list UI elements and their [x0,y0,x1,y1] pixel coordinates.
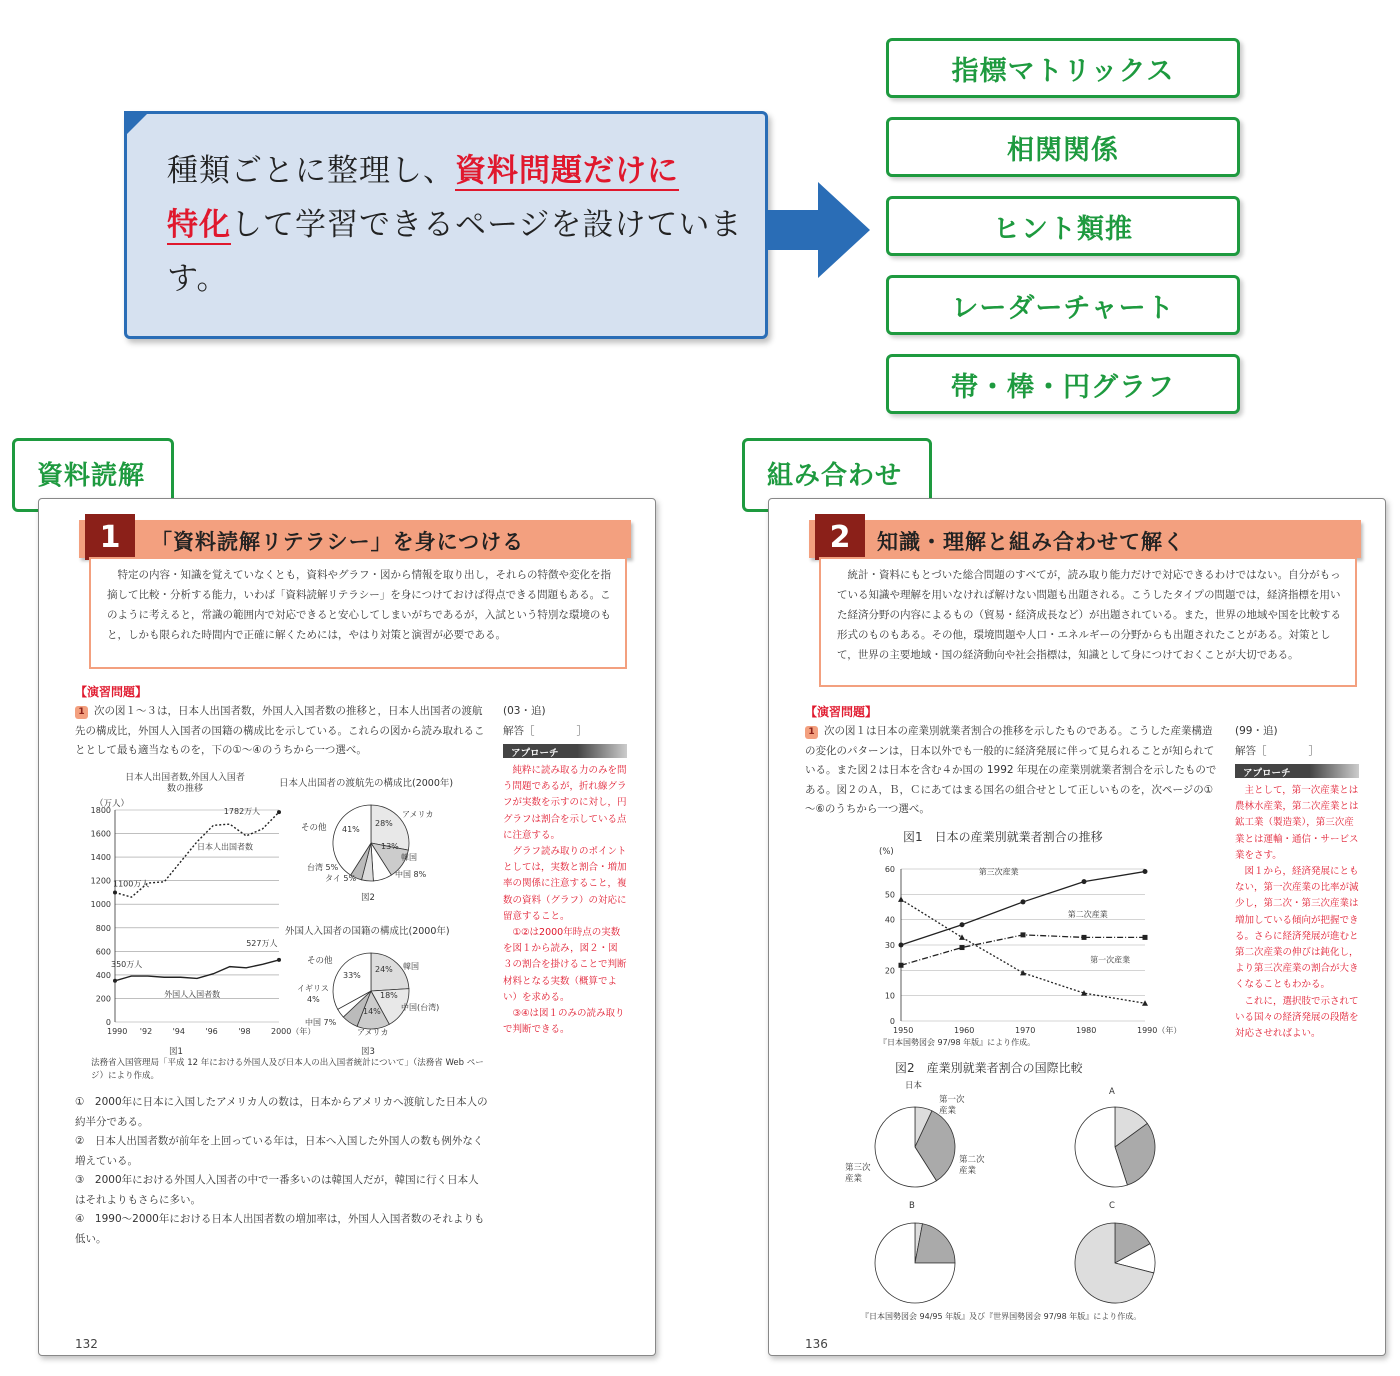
y-tick-label: 40 [884,915,895,925]
x-tick-label: 1950 [893,1026,914,1035]
approach-para: これに，選択肢で示されている国々の経済発展の段階を対応させればよい。 [1235,995,1359,1040]
y-tick-label: 400 [95,970,111,980]
fig2-label-primary: 第一次産業 [939,1095,965,1116]
y-tick-label: 200 [95,994,111,1004]
x-tick-label: 1970 [1015,1026,1036,1035]
data-point [1142,1000,1148,1006]
fig1-caption: 図1 [169,1047,183,1057]
exercise-label: 【演習問題】 [75,685,148,699]
fig2-label-tertiary: 第三次産業 [845,1163,871,1184]
data-label: 350万人 [111,959,143,969]
callout-highlight-2: 特化 [167,207,231,243]
data-point [959,934,965,940]
approach-para: 主として，第一次産業とは農林水産業，第二次産業とは鉱工業（製造業），第三次産業とは運輸・通信・サービス業をさす。 [1235,785,1359,861]
y-tick-label: 20 [884,966,895,976]
choice-item[interactable]: ④ 1990～2000年における日本人出国者数の増加率は，外国人入国者数のそれよりも低い。 [75,1213,485,1245]
callout-post: して学習できるページを設けています。 [167,207,743,297]
fig3-label: 中国 7% [305,1018,337,1027]
approach-para: グラフ読み取りのポイントとしては，実数と割合・増加率の関係に注意すること，複数の資料（グラフ）の対応に留意すること。 [503,846,627,922]
data-point [899,963,904,968]
fig2-label: 台湾 5% [307,863,339,872]
x-tick-label: '94 [172,1027,185,1036]
section-tag-kumiawase[interactable]: 組み合わせ [742,438,932,512]
fig2-label: 28% [375,819,393,828]
choice-item[interactable]: ① 2000年に日本に入国したアメリカ人の数は，日本からアメリカへ渡航した日本人の約半分である。 [75,1096,488,1128]
data-point [1020,970,1026,976]
fig2-label-a: A [1109,1087,1115,1097]
data-point [1143,869,1148,874]
fig2-label: 13% [381,842,399,851]
fig2-label: アメリカ [402,810,434,819]
fig3-label: 24% [375,965,393,974]
page-number: 136 [805,1337,828,1351]
series-label: 外国人入国者数 [164,989,221,999]
heading-number: 1 [85,514,135,560]
fig1-unit: （万人） [95,799,130,809]
y-tick-label: 1000 [90,900,111,910]
fig1-line-chart [865,855,1182,1039]
answer-box[interactable]: 解答［ ］ [1235,745,1319,757]
question-text [805,722,1219,820]
callout-box [124,111,768,339]
fig3-label: 中国(台湾) [401,1003,440,1012]
data-point [898,896,904,902]
intro-box: 統計・資料にもとづいた総合問題のすべてが，読み取り能力だけで対応できるわけではない。自分がもっている知識や理解を用いなければ解けない問題も出題される。こうしたタイプの問題では，経済指標を用いた経済分野の内容によるもの（貿易・経済成長など）が出題されている。また，世界の地域や国を比較する形式のものもある。その他，環境問題や人口・エネルギーの分野からも出題されたことがある。対策として，世界の主要地域・国の経済動向や社会指標は，知識として身につけておくことが大切である。 [819,557,1357,687]
approach-para: 純粋に読み取る力のみを問う問題であるが，折れ線グラフが実数を示すのに対し，円グラフは割合を示している点に注意する。 [503,765,627,841]
fig-source: 法務省入国管理局「平成 12 年における外国人及び日本人の出入国者統計について」（法務省 Web ページ）により作成。 [91,1058,484,1081]
y-tick-label: 600 [95,947,111,957]
series-label: 日本人出国者数 [197,842,253,852]
fig3-label: イギリス [297,984,329,993]
fig3-label: 33% [343,971,361,980]
x-tick-label: 1990 [107,1027,128,1036]
fig3-title: 外国人入国者の国籍の構成比(2000年) [285,926,450,937]
fig1-title: 図1 日本の産業別就業者割合の推移 [903,830,1103,844]
fig2-title: 図2 産業別就業者割合の国際比較 [895,1061,1083,1075]
right-page [768,498,1386,1356]
data-point [277,810,281,814]
fig3-label: 18% [380,991,398,1000]
fig2-label-b: B [909,1201,915,1211]
fig2-label: その他 [301,823,327,833]
pie-slice [915,1224,955,1263]
series-line [901,899,1145,1003]
y-tick-label: 1200 [90,876,111,886]
y-tick-label: 1600 [90,829,111,839]
approach-para: 図１から，経済発展にともない，第一次産業の比率が減少し，第二次・第三次産業は増加している傾向が把握できる。さらに経済発展が進むと第二次産業の伸びは鈍化し，より第三次産業の割合が大きくなることもわかる。 [1235,866,1359,991]
fig2-label: タイ 5% [325,874,357,883]
fig3-label: 韓国 [403,962,419,971]
intro-box: 特定の内容・知識を覚えていなくとも，資料やグラフ・図から情報を取り出し，それらの特徴や変化を指摘して比較・分析する能力，いわば「資料読解リテラシー」を身につけておけば得点できる問題もある。このように考えると，常識の範囲内で対応できると安心してしまいがちであるが，入試という特別な環境のもと，しかも限られた時間内で正確に解くためには，やはり対策と演習が必要である。 [89,557,627,669]
y-tick-label: 50 [884,890,895,900]
data-point [113,890,117,894]
data-point [960,945,965,950]
arrow-right-icon [766,180,876,280]
question-body: 次の図１は日本の産業別就業者割合の推移を示したものである。こうした産業構造の変化のパターンは，日本以外でも一般的に経済発展に伴って見られることが知られている。また図２は日本を含む４か国の 1992 年現在の産業別就業者割合を示したものである。図２のＡ，Ｂ，Ｃにあてはまる国名の組合せとして正しいものを，次ページの①～⑥のうちから一つ選べ。 [805,725,1217,815]
x-tick-label: '98 [238,1027,251,1036]
choices-list [75,1093,489,1249]
tag-hint-analogy[interactable]: ヒント類推 [886,196,1240,256]
fig3-label: その他 [307,956,333,966]
fig1-title: 日本人出国者数,外国人入国者数の推移 [125,773,245,794]
x-tick-label: 1980 [1076,1026,1097,1035]
approach-para: ③④は図１のみの読み取りで判断できる。 [503,1008,625,1036]
data-label: 1782万人 [223,807,261,817]
fig2-source: 『日本国勢図会 94/95 年版』及び『世界国勢図会 97/98 年版』により作成。 [861,1312,1142,1321]
fig2-label-japan: 日本 [905,1081,923,1091]
x-tick-label: '92 [139,1027,153,1036]
approach-column [1235,783,1359,1042]
y-tick-label: 1800 [90,806,111,815]
y-tick-label: 10 [884,991,895,1001]
approach-para: ①②は2000年時点の実数を図１から読み，図２・図３の割合を掛けることで判断材料となる実数（概算でよい）を求める。 [503,927,627,1003]
approach-header: アプローチ [503,744,627,758]
data-point [960,922,965,927]
y-tick-label: 1400 [90,853,111,863]
fig3-label: 4% [307,995,320,1004]
fig2-title: 日本人出国者の渡航先の構成比(2000年) [279,778,454,789]
y-tick-label: 0 [105,1018,111,1027]
data-point [1082,879,1087,884]
fig2-caption: 図2 [361,893,375,903]
choice-item[interactable]: ③ 2000年における外国人入国者の中で一番多いのは韓国人だが，韓国に行く日本人はそれよりもさらに多い。 [75,1174,479,1206]
tag-index-matrix[interactable]: 指標マトリックス [886,38,1240,98]
x-tick-label: 1990（年） [1137,1026,1182,1035]
fig2-label: 41% [342,825,360,834]
x-tick-label: 2000（年） [271,1027,316,1036]
approach-column [503,763,627,1038]
series-label: 第二次産業 [1067,910,1108,920]
y-tick-label: 0 [889,1017,895,1026]
data-label: 527万人 [246,938,278,948]
x-tick-label: 1960 [954,1026,975,1035]
tag-correlation[interactable]: 相関関係 [886,117,1240,177]
callout-highlight-1: 資料問題だけに [455,153,679,189]
left-page [38,498,656,1356]
data-point [1082,935,1087,940]
fig2-label-c: C [1109,1201,1115,1211]
approach-header: アプローチ [1235,764,1359,778]
fig2-pie-charts [869,1095,1169,1315]
fig3-label: 14% [363,1007,381,1016]
data-point [899,943,904,948]
fig1-source: 『日本国勢図会 97/98 年版』により作成。 [879,1038,1036,1047]
heading-title: 「資料読解リテラシー」を身につける [151,530,525,554]
source-code: (03・追) [503,705,546,717]
data-point [277,958,281,962]
y-tick-label: 800 [95,923,111,933]
tag-radar-chart[interactable]: レーダーチャート [886,275,1240,335]
fig2-label: 韓国 [401,853,417,862]
fig1-unit: (%) [879,847,894,857]
callout-text [167,144,747,306]
question-text [75,702,487,761]
x-tick-label: '96 [205,1027,218,1036]
answer-box[interactable]: 解答［ ］ [503,725,587,737]
page-number: 132 [75,1337,98,1351]
section-tag-shiryo[interactable]: 資料読解 [12,438,174,512]
y-tick-label: 60 [884,865,895,874]
choice-item[interactable]: ② 日本人出国者数が前年を上回っている年は，日本へ入国した外国人の数も例外なく増えている。 [75,1135,484,1167]
data-point [1143,935,1148,940]
data-point [1021,932,1026,937]
fig2-label: 中国 8% [395,870,427,879]
tag-band-bar-pie[interactable]: 帯・棒・円グラフ [886,354,1240,414]
y-tick-label: 30 [884,941,895,950]
series-label: 第三次産業 [978,867,1019,877]
fig3-caption: 図3 [361,1047,375,1057]
question-number: 1 [805,726,818,739]
fig2-label-secondary: 第二次産業 [959,1155,985,1176]
exercise-label: 【演習問題】 [805,705,878,719]
data-point [113,979,117,983]
callout-pre: 種類ごとに整理し、 [167,153,455,189]
series-label: 第一次産業 [1090,955,1131,965]
fig3-label: アメリカ [357,1028,389,1037]
heading-title: 知識・理解と組み合わせて解く [877,530,1185,554]
heading-number: 2 [815,514,865,560]
question-body: 次の図１～３は，日本人出国者数，外国人入国者数の推移と，日本人出国者の渡航先の構成比，外国人入国者の国籍の構成比を示している。これらの図から読み取れることとして最も適当なものを，下の①～④のうちから一つ選べ。 [75,705,485,756]
source-code: (99・追) [1235,725,1278,737]
data-label: 1100万人 [113,879,150,889]
question-number: 1 [75,706,88,719]
data-point [1021,899,1026,904]
